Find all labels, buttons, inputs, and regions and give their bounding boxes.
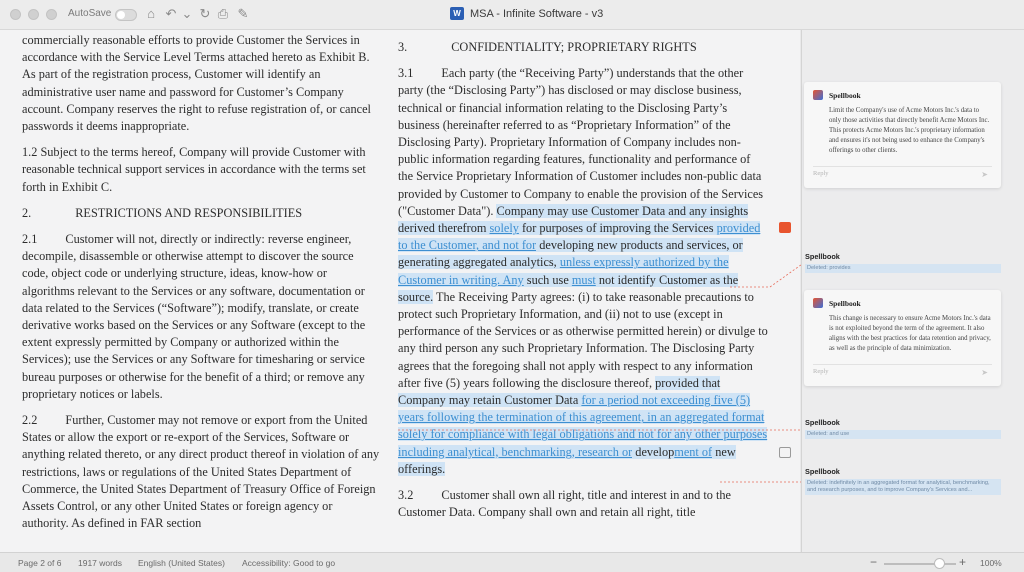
- clause-text: Further, Customer may not remove or export from the United States or allow the export or re-export of the Services, Software or anything related thereto, or any direct product thereof in violation of any restrictions, laws or regulations of the United States Department of Commerce, the United States Department of Treasury Office of Foreign Assets Control, or any other United States or foreign agency or authority. As defined in FAR section: [22, 413, 380, 531]
- minimize-window-button[interactable]: [28, 9, 39, 20]
- comment-body: This change is necessary to ensure Acme Motors Inc.'s data is not exploited beyond the term of the agreement. It also aligns with the best practices for data retention and privacy, as well as the principle of data minimization.: [829, 315, 991, 352]
- right-column: [398, 39, 768, 530]
- clause-text: The Receiving Party agrees: (i) to take reasonable precautions to protect such Proprietary Information, and (ii) not to use (except in performance of the Services or as otherwise permitted herein) or divulge to any third person any such Proprietary Information. The Disclosing Party agrees that the foregoing shall not apply with respect to any information after five (5) years following the disclosure thereof,: [398, 289, 768, 390]
- redo-icon[interactable]: ⌄: [181, 6, 193, 21]
- tracked-insertion[interactable]: solely: [489, 221, 519, 236]
- autosave-toggle[interactable]: [115, 9, 137, 21]
- accessibility-status[interactable]: Accessibility: Good to go: [242, 558, 336, 568]
- paragraph: [398, 65, 768, 478]
- highlighted-text[interactable]: for purposes of improving the Services: [518, 221, 717, 236]
- comment-flag-icon[interactable]: [779, 222, 791, 233]
- reply-input[interactable]: [813, 166, 992, 180]
- highlighted-text[interactable]: developing new products and services, or generating aggregated analytics,: [398, 238, 743, 270]
- refresh-icon[interactable]: ↻: [199, 6, 211, 21]
- reply-placeholder: Reply: [813, 368, 829, 375]
- window-controls: [10, 9, 57, 20]
- language-indicator[interactable]: English (United States): [138, 558, 225, 568]
- section-number: 2.: [22, 205, 32, 220]
- status-bar: [0, 552, 1024, 572]
- comment-bubble-icon[interactable]: [779, 447, 791, 458]
- clause-text: Each party (the “Receiving Party”) understands that the other party (the “Disclosing Party”) has disclosed or may disclose business, technical or financial information relating to the Disclosing Party’s business (hereinafter referred to as “Proprietary Information” of the Disclosing Party). Proprietary Information of Company includes non-public information regarding features, functionality and performance of the Service Proprietary Information of Customer includes non-public data provided by Customer to Company to enable the provision of the Services ("Customer Data").: [398, 66, 764, 218]
- zoom-slider-thumb[interactable]: [934, 558, 945, 569]
- section-heading: [22, 205, 382, 222]
- edit-icon[interactable]: ✎: [237, 6, 249, 21]
- tracked-insertion[interactable]: provided to the Customer, and not for: [398, 221, 761, 253]
- tracked-insertion[interactable]: ment of: [674, 444, 713, 459]
- suggestion-text: Deleted: indefinitely in an aggregated format for analytical, benchmarking, and research purposes, and to improve Company's Services and...: [805, 479, 1001, 495]
- document-page[interactable]: [0, 30, 800, 552]
- section-title: CONFIDENTIALITY; PROPRIETARY RIGHTS: [451, 40, 697, 54]
- paragraph: [22, 412, 382, 532]
- clause-text: Customer will not, directly or indirectly: reverse engineer, decompile, disassemble or otherwise attempt to discover the source code, object code or underlying structure, ideas, know-how or algorithms relevant to the Services or any software, documentation or data related to the Services (“Software”); modify, translate, or create derivative works based on the Services or any Software (except to the extent expressly permitted by Company or authorized within the Services); use the Services or any Software for timesharing or service bureau purposes or otherwise for the benefit of a third; or remove any proprietary notices or labels.: [22, 232, 366, 401]
- zoom-out-button[interactable]: −: [870, 555, 878, 569]
- suggestion-author: Spellbook: [805, 467, 840, 476]
- word-app-icon: W: [450, 7, 464, 20]
- comment-card[interactable]: [804, 82, 1001, 188]
- tracked-insertion[interactable]: for a period not exceeding five (5) years following the termination of this agreement, in an aggregated format solely for compliance with legal obligations and not for any other purposes including analytical, benchmarking, research or: [398, 393, 768, 459]
- suggestion-item[interactable]: [805, 252, 1001, 273]
- zoom-level[interactable]: 100%: [980, 558, 1002, 568]
- highlighted-text[interactable]: provided that Company may retain Customer Data: [398, 375, 721, 408]
- suggestion-text: Deleted: and use: [805, 430, 1001, 439]
- paragraph: [398, 487, 768, 521]
- suggestion-author: Spellbook: [805, 252, 840, 261]
- comment-author: Spellbook: [829, 90, 861, 100]
- comment-card[interactable]: [804, 290, 1001, 386]
- clause-number: 3.2: [398, 488, 414, 503]
- highlighted-text[interactable]: not identify Customer as the source.: [398, 272, 739, 304]
- comment-body: Limit the Company's use of Acme Motors Inc.'s data to only those activities that directly benefit Acme Motors Inc. This protects Acme Motors Inc.'s proprietary information and ensures it's not being used to enhance the Company's offerings to other clients.: [829, 107, 990, 154]
- clause-text: Customer shall own all right, title and interest in and to the Customer Data. Company shall own and retain all right, title: [398, 488, 731, 520]
- spellbook-logo-icon: [813, 298, 823, 308]
- send-icon[interactable]: ➤: [981, 170, 988, 179]
- zoom-window-button[interactable]: [46, 9, 57, 20]
- tracked-insertion[interactable]: unless expressly authorized by the Customer in writing. Any: [398, 255, 729, 287]
- comment-author: Spellbook: [829, 298, 861, 308]
- clause-number: 3.1: [398, 66, 414, 81]
- clause-number: 2.2: [22, 413, 38, 428]
- highlighted-text[interactable]: new offerings.: [398, 444, 736, 476]
- home-icon[interactable]: ⌂: [147, 6, 155, 21]
- highlighted-text[interactable]: such use: [523, 272, 572, 287]
- suggestion-item[interactable]: [805, 418, 1001, 439]
- word-count[interactable]: 1917 words: [78, 558, 122, 568]
- section-title: RESTRICTIONS AND RESPONSIBILITIES: [75, 205, 303, 220]
- spellbook-logo-icon: [813, 90, 823, 100]
- page-count[interactable]: Page 2 of 6: [18, 558, 62, 568]
- suggestion-author: Spellbook: [805, 418, 840, 427]
- highlighted-text[interactable]: develop: [632, 444, 675, 459]
- document-title-text: MSA - Infinite Software - v3: [470, 7, 604, 20]
- close-window-button[interactable]: [10, 9, 21, 20]
- zoom-in-button[interactable]: +: [959, 555, 967, 569]
- reply-input[interactable]: [813, 364, 992, 378]
- reply-placeholder: Reply: [813, 170, 829, 177]
- paragraph: [22, 231, 382, 403]
- print-icon[interactable]: ⎙: [217, 6, 229, 21]
- zoom-slider[interactable]: [884, 563, 956, 565]
- tracked-insertion[interactable]: must: [571, 272, 596, 287]
- suggestion-text: Deleted: provides: [805, 264, 1001, 273]
- undo-icon[interactable]: ↶: [165, 6, 177, 21]
- section-heading: [398, 39, 768, 56]
- send-icon[interactable]: ➤: [981, 368, 988, 377]
- left-column: [22, 32, 382, 541]
- title-bar: [0, 0, 1024, 30]
- highlighted-text[interactable]: Company may use Customer Data and any insights derived therefrom: [398, 203, 749, 236]
- section-number: 3.: [398, 40, 408, 54]
- document-title: [450, 7, 603, 20]
- comment-header: [813, 90, 992, 100]
- autosave-label: AutoSave: [68, 8, 112, 19]
- comment-header: [813, 298, 992, 308]
- paragraph: commercially reasonable efforts to provide Customer the Services in accordance with the Service Level Terms attached hereto as Exhibit B. As part of the registration process, Customer will identify an administrative user name and password for Customer’s Company account. Company reserves the right to refuse registration of, or cancel passwords it deems inappropriate.: [22, 33, 371, 134]
- suggestion-item[interactable]: [805, 467, 1001, 495]
- paragraph: 1.2 Subject to the terms hereof, Company will provide Customer with reasonable technical support services in accordance with the terms set forth in Exhibit C.: [22, 145, 366, 194]
- clause-number: 2.1: [22, 232, 38, 247]
